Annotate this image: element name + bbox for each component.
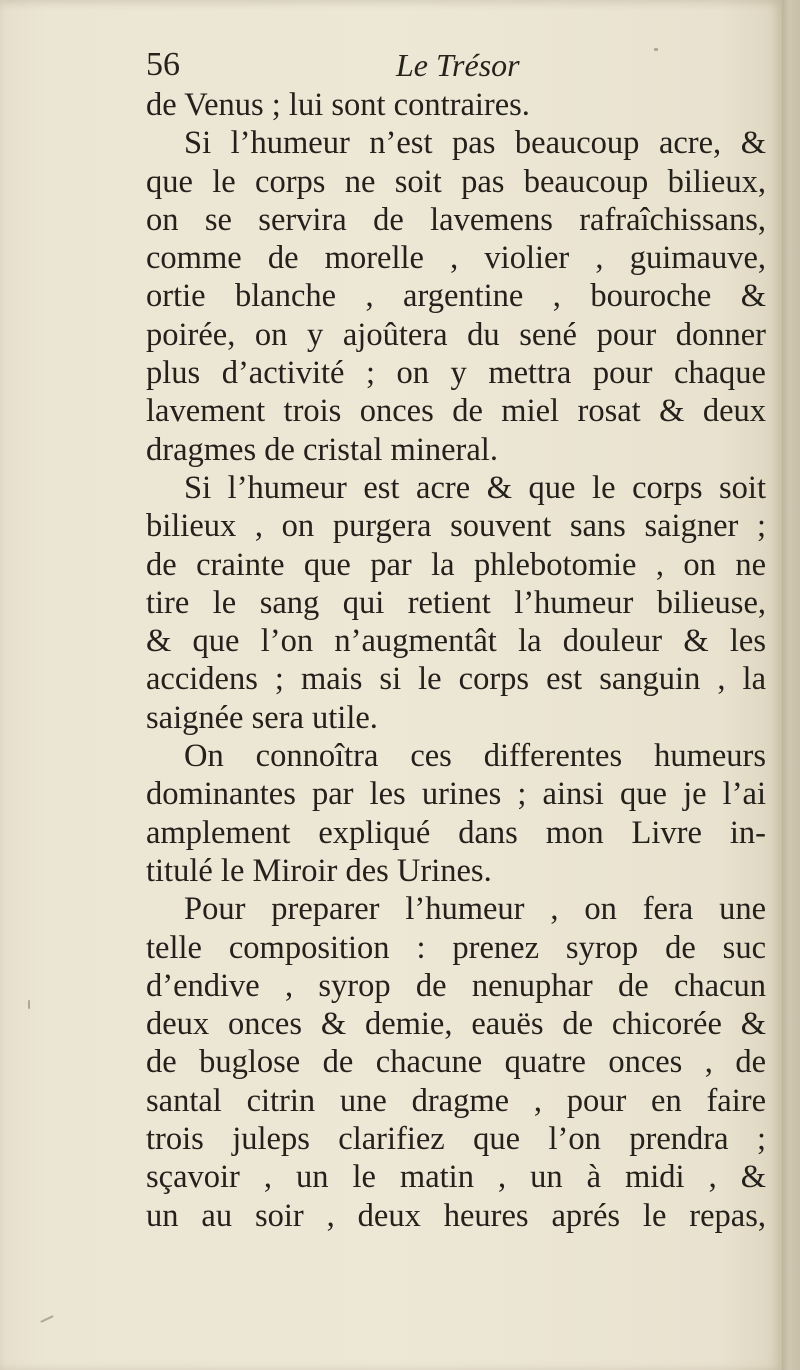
text-line: dominantes par les urines ; ainsi que je l’ai bbox=[146, 776, 766, 813]
page-number: 56 bbox=[146, 46, 180, 83]
text-line: titulé le Miroir des Urines. bbox=[146, 852, 492, 889]
text-line: accidens ; mais si le corps est sanguin , la bbox=[146, 661, 766, 698]
text-line: tire le sang qui retient l’humeur bilieuse, bbox=[146, 584, 766, 621]
text-line: dragmes de cristal mineral. bbox=[146, 431, 498, 468]
text-line: lavement trois onces de miel rosat & deux bbox=[146, 393, 766, 430]
text-line: sçavoir , un le matin , un à midi , & bbox=[146, 1159, 766, 1196]
text-line: trois juleps clarifiez que l’on prendra ; bbox=[146, 1121, 766, 1158]
page-edge bbox=[782, 0, 800, 1370]
text-line: telle composition : prenez syrop de suc bbox=[146, 929, 766, 966]
text-line: de crainte que par la phlebotomie , on ne bbox=[146, 546, 766, 583]
text-line: Si l’humeur n’est pas beaucoup acre, & bbox=[184, 125, 766, 162]
text-line: d’endive , syrop de nenuphar de chacun bbox=[146, 967, 766, 1004]
text-line: poirée, on y ajoûtera du sené pour donner bbox=[146, 316, 766, 353]
text-line: Pour preparer l’humeur , on fera une bbox=[184, 891, 766, 928]
text-line: un au soir , deux heures aprés le repas, bbox=[146, 1197, 766, 1234]
text-line: que le corps ne soit pas beaucoup bilieux, bbox=[146, 163, 766, 200]
text-line: ortie blanche , argentine , bouroche & bbox=[146, 278, 766, 315]
text-line: santal citrin une dragme , pour en faire bbox=[146, 1082, 766, 1119]
text-line: & que l’on n’augmentât la douleur & les bbox=[146, 623, 766, 660]
page-header bbox=[146, 42, 766, 88]
text-line: comme de morelle , violier , guimauve, bbox=[146, 240, 766, 277]
ink-speck bbox=[28, 1000, 30, 1009]
text-line: plus d’activité ; on y mettra pour chaque bbox=[146, 355, 766, 392]
text-line: On connoîtra ces differentes humeurs bbox=[184, 738, 766, 775]
text-line: amplement expliqué dans mon Livre in- bbox=[146, 814, 766, 851]
text-line: de Venus ; lui sont contraires. bbox=[146, 87, 530, 123]
body-text bbox=[146, 86, 766, 1235]
text-line: de buglose de chacune quatre onces , de bbox=[146, 1044, 766, 1081]
text-line: Si l’humeur est acre & que le corps soit bbox=[184, 469, 766, 506]
text-line: saignée sera utile. bbox=[146, 699, 378, 736]
ink-speck bbox=[654, 48, 658, 51]
text-line: on se servira de lavemens rafraîchissans, bbox=[146, 201, 766, 238]
running-title: Le Trésor bbox=[396, 47, 520, 83]
text-line: deux onces & demie, eauës de chicorée & bbox=[146, 1006, 766, 1043]
text-line: bilieux , on purgera souvent sans saigner ; bbox=[146, 508, 766, 545]
